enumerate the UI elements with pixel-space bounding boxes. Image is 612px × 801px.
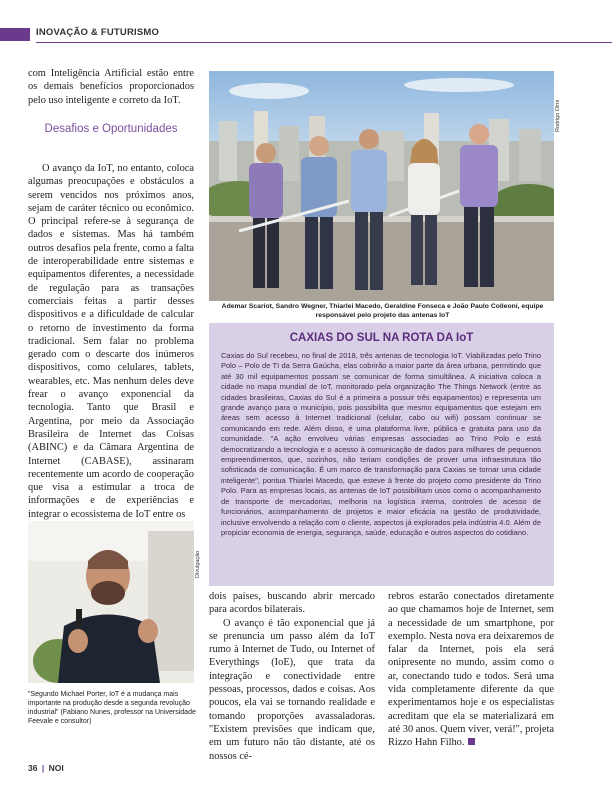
magazine-name: NOI <box>48 763 64 773</box>
column-3-paragraph <box>388 590 554 750</box>
intro-paragraph: com Inteligência Artificial estão entre os demais benefícios proporcionados pelo uso inteligente e correto da IoT. <box>28 68 194 106</box>
section-color-tab <box>0 28 30 41</box>
team-photo <box>209 71 554 301</box>
section-label: INOVAÇÃO & FUTURISMO <box>36 27 160 38</box>
column-1-intro <box>28 67 194 107</box>
top-photo-caption: Ademar Scariot, Sandro Wegner, Thiarlei Macedo, Geraldine Fonseca e João Paulo Colleoni, equipe responsável pelo projeto das antenas IoT <box>221 303 544 319</box>
bottom-photo-credit: Divulgação <box>195 550 201 578</box>
footer <box>28 763 64 773</box>
page-number: 36 <box>28 763 38 773</box>
bottom-photo-caption: "Segundo Michael Porter, IoT é a mudança mais importante na produção desde a segunda revolução industrial" (Fabiano Nunes, professor na Universidade Feevale e consultor) <box>28 691 196 725</box>
speaker-photo-illustration <box>28 521 194 683</box>
sidebar-text: Caxias do Sul recebeu, no final de 2018, três antenas de tecnologia IoT. Viabilizadas pelo Trino Polo – Polo de TI da Serra Gaúcha, elas cobrirão a maior parte da área urbana, permitindo que até 30 mil equipamentos possam se comunicar de forma simultânea. A iniciativa coloca a cidade no mapa mundial de IoT, monitorado pela organização The Things Network (entre as cidades brasileiras, Caxias do Sul é a primeira a possuir três equipamentos) e representa um grande avanço para o município, pois possibilita que mesmo equipamentos que estejam em áreas sem acesso à Internet tradicional (celular, cabo ou wifi) possam continuar se comunicando em rede. Além disso, é uma plataforma livre, pública e gratuita para uso da comunidade. "A ação envolveu várias empresas associadas ao Trino Polo e está democratizando a tecnologia e o acesso à comunicação de dados para milhares de pequenos empreendimentos, que, sozinhos, não teriam condições de prover uma infraestrutura tão sofisticada de comunicação. É um marco de transformação para Caxias se tornar uma cidade inteligente", pontua Thiarlei Macedo, que esteve à frente do projeto como presidente do Trino Polo. Para as empresas locais, as antenas de IoT possibilitam usos como o acompanhamento de transporte de mercadorias, melhoria na logística interna, controles de acesso de funcionários, acompanhamento de projetos e maior eficácia na gestão de produtividade, inclusive envolvendo a relação com o cliente, aspectos já explorados pela indústria 4.0. Além de propiciar economia de energia, segurança, saúde, educação e outros aspectos do cotidiano. <box>221 351 541 537</box>
speaker-photo <box>28 521 194 683</box>
column-3-body <box>388 590 554 750</box>
body-paragraph-1: O avanço da IoT, no entanto, coloca algumas preocupações e obstáculos a serem vencidos nos próximos anos, sejam de caráter técnico ou econômico. O principal refere-se à segurança de dados e sistemas. Mas há também outros desafios pela frente, como a falta de interoperabilidade entre sistemas e equipamentos diferentes, a necessidade de regulação para as transações comerciais feitas a partir desses dispositivos e a dificuldade de calcular o retorno de investimento da forma tradicional. Sem falar no problema gerado com o descarte dos inúmeros dispositivos, como celulares, tablets, wearables, etc. Mas nenhum deles deve frear o avanço exponencial da tecnologia. Tanto que Brasil e Argentina, por meio da Associação Brasileira de Internet das Coisas (ABINC) e da Câmara Argentina de Internet (CABASE), assinaram recentemente um acordo de cooperação que visa a estimular a troca de informações e de experiências e integrar o ecossistema de IoT entre os <box>28 163 194 520</box>
end-mark-icon <box>468 738 475 745</box>
team-photo-illustration <box>209 71 554 301</box>
column-1-body <box>28 162 194 521</box>
sidebar-text-block <box>221 351 541 538</box>
column-3-text: rebros estarão conectados diretamente ao que chamamos hoje de Internet, sem a necessidade de um smartphone, por exemplo. Nesta nova era deixaremos de falar da Internet, pois ela será onipresente no mundo, assim como o ar, conectando tudo e todos. Será uma vida completamente diferente da que experimentamos hoje e os especialistas acreditam que ela se materializará em até 30 anos. Quem viver, verá!", projeta Rizzo Hahn Filho. <box>388 591 554 749</box>
column-2-paragraph-1: dois países, buscando abrir mercado para acordos bilaterais. <box>209 591 375 616</box>
sidebar-title: CAXIAS DO SUL NA ROTA DA IoT <box>289 332 474 344</box>
header-rule <box>36 42 612 43</box>
column-2-body <box>209 590 375 763</box>
top-photo-credit: Rodrigo Olmi <box>555 99 561 132</box>
footer-separator: | <box>41 763 45 773</box>
column-2-paragraph-2: O avanço é tão exponencial que já se prenuncia um passo além da IoT rumo à Internet de Tudo, ou Internet of Everythings (IoE), que trata da integração e conectividade entre pessoas, processos, dados e coisas. Aos poucos, ela vai se tornando realidade e tomando proporções avassaladoras. "Existem previsões que indicam que, em um futuro não tão distante, até os nossos cé- <box>209 617 375 762</box>
subheading: Desafios e Oportunidades <box>44 123 178 135</box>
